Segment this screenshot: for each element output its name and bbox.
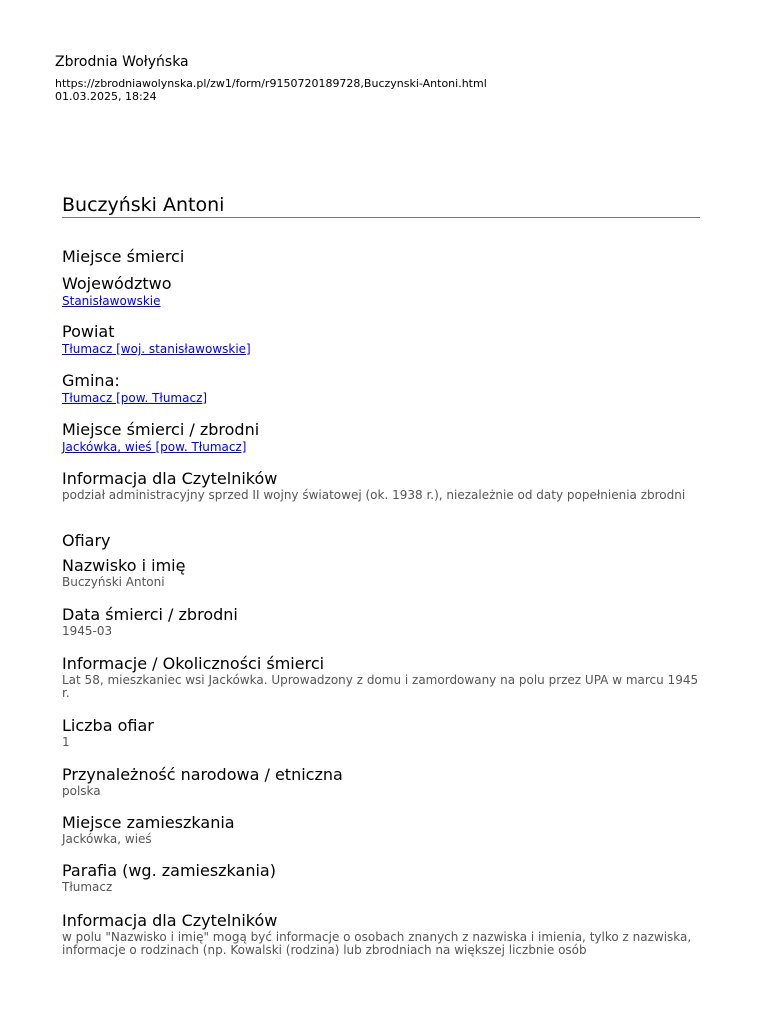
print-datetime: 01.03.2025, 18:24 [55,90,157,103]
field-label: Informacja dla Czytelników [62,469,278,488]
field-victim-count [62,716,700,749]
print-header [55,53,487,103]
field-value: w polu "Nazwisko i imię" mogą być informacje o osobach znanych z nazwiska i imienia, tylko z nazwiska, informacje o rodzinach (np. Kowalski (rodzina) lub zbrodniach na większej liczbnie osób [62,930,692,957]
place-section [62,247,700,267]
section-heading-victims: Ofiary [62,531,111,550]
voivodeship-link[interactable]: Stanisławowskie [62,294,161,308]
victims-section [62,531,700,551]
field-value: Buczyński Antoni [62,575,165,589]
field-label: Przynależność narodowa / etniczna [62,765,343,784]
field-residence [62,813,700,846]
field-label: Liczba ofiar [62,716,154,735]
field-voivodeship [62,274,700,308]
field-label: Miejsce zamieszkania [62,813,235,832]
field-label: Parafia (wg. zamieszkania) [62,861,276,880]
field-value: polska [62,784,101,798]
field-name [62,556,700,589]
site-title: Zbrodnia Wołyńska [55,54,189,70]
field-value: 1 [62,735,70,749]
field-label: Gmina: [62,371,120,390]
field-label: Informacje / Okoliczności śmierci [62,654,325,673]
field-label: Informacja dla Czytelników [62,911,278,930]
section-heading-place: Miejsce śmierci [62,247,185,266]
field-value: Jackówka, wieś [62,832,152,846]
field-value: Tłumacz [62,880,113,894]
record-content [62,193,700,957]
field-date [62,605,700,638]
field-reader-info-victims [62,911,700,957]
field-value: Lat 58, mieszkaniec wsi Jackówka. Uprowadzony z domu i zamordowany na polu przez UPA w marcu 1945 r. [62,673,699,700]
field-place [62,420,700,454]
field-value: 1945-03 [62,624,113,638]
field-reader-info-place [62,469,700,502]
county-link[interactable]: Tłumacz [woj. stanisławowskie] [62,342,251,356]
field-label: Nazwisko i imię [62,556,186,575]
field-ethnicity [62,765,700,798]
page-url: https://zbrodniawolynska.pl/zw1/form/r9150720189728,Buczynski-Antoni.html [55,77,487,90]
place-link[interactable]: Jackówka, wieś [pow. Tłumacz] [62,440,247,454]
field-label: Data śmierci / zbrodni [62,605,238,624]
field-commune [62,371,700,405]
field-county [62,322,700,356]
field-parish [62,861,700,894]
field-circumstances [62,654,700,700]
commune-link[interactable]: Tłumacz [pow. Tłumacz] [62,391,208,405]
field-label: Województwo [62,274,172,293]
field-label: Powiat [62,322,115,341]
field-label: Miejsce śmierci / zbrodni [62,420,260,439]
page-title: Buczyński Antoni [62,193,700,218]
field-value: podział administracyjny sprzed II wojny światowej (ok. 1938 r.), niezależnie od daty popełnienia zbrodni [62,488,686,502]
